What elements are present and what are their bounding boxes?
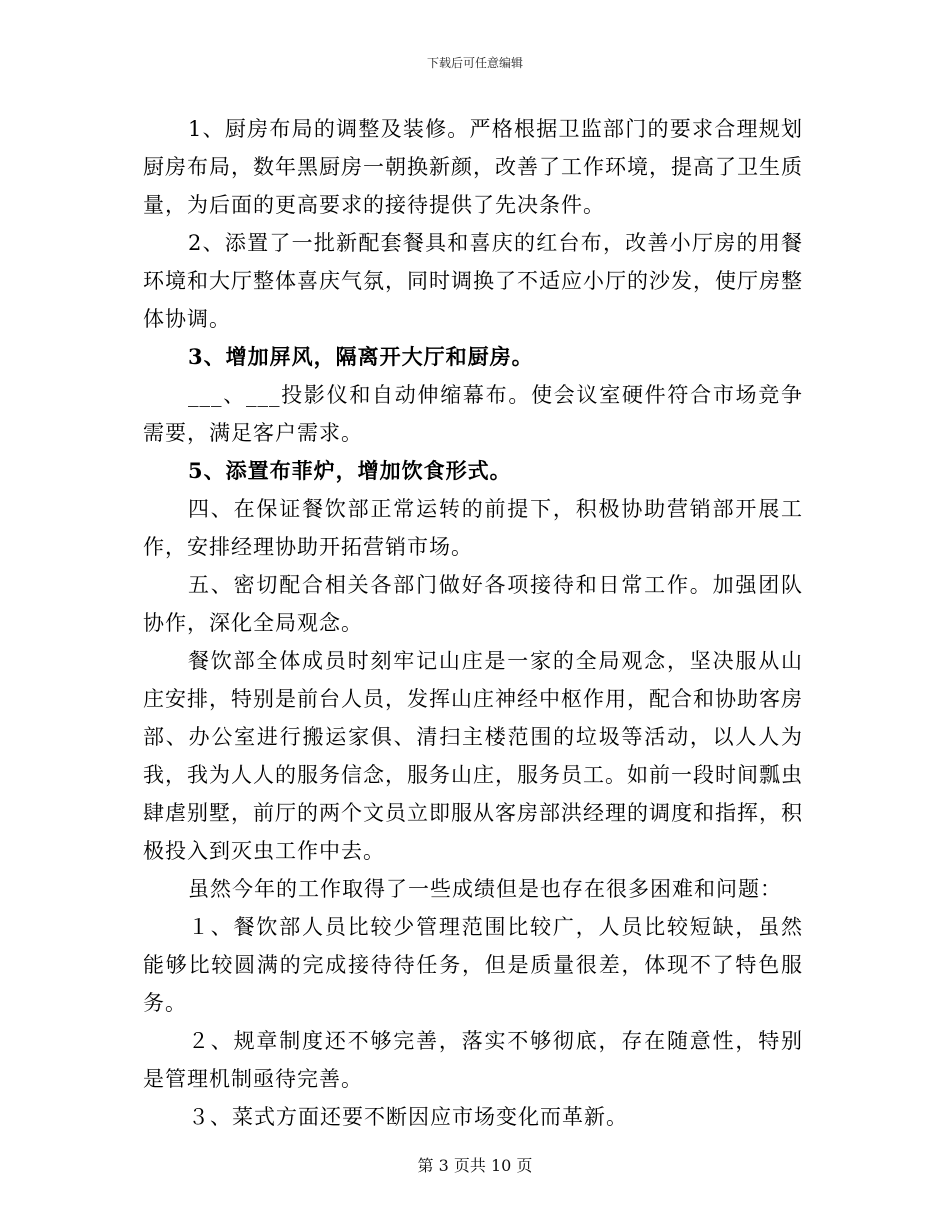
paragraph-team-spirit: 餐饮部全体成员时刻牢记山庄是一家的全局观念，坚决服从山庄安排，特别是前台人员，发挥山庄神经中枢作用，配合和协助客房部、办公室进行搬运家俱、清扫主楼范围的垃圾等活动，以人人为我，我为人人的服务信念，服务山庄，服务员工。如前一段时间瓢虫肆虐别墅，前厅的两个文员立即服从客房部洪经理的调度和指挥，积极投入到灭虫工作中去。	[143, 649, 803, 863]
paragraph-cooperation: 五、密切配合相关各部门做好各项接待和日常工作。加强团队协作，深化全局观念。	[143, 573, 803, 635]
paragraph-projector: ___、___投影仪和自动伸缩幕布。使会议室硬件符合市场竞争需要，满足客户需求。	[143, 383, 803, 445]
page-header: 下载后可任意编辑	[426, 56, 523, 70]
paragraph-buffet-stove: 5、添置布菲炉，增加饮食形式。	[188, 458, 512, 483]
paragraph-problem-menu: ３、菜式方面还要不断因应市场变化而革新。	[188, 1105, 628, 1129]
document-body	[143, 110, 803, 1136]
paragraph-problem-staffing: １、餐饮部人员比较少管理范围比较广，人员比较短缺，虽然能够比较圆满的完成接待待任务，但是质量很差，体现不了特色服务。	[143, 915, 803, 1015]
paragraph-marketing-support: 四、在保证餐饮部正常运转的前提下，积极协助营销部开展工作，安排经理协助开拓营销市场。	[143, 497, 803, 559]
paragraph-problem-rules: ２、规章制度还不够完善，落实不够彻底，存在随意性，特别是管理机制亟待完善。	[143, 1029, 803, 1091]
page-footer: 第 3 页共 10 页	[417, 1156, 533, 1175]
paragraph-problems-intro: 虽然今年的工作取得了一些成绩但是也存在很多困难和问题：	[188, 877, 782, 901]
paragraph-tableware: 2、添置了一批新配套餐具和喜庆的红台布，改善小厅房的用餐环境和大厅整体喜庆气氛，同时调换了不适应小厅的沙发，使厅房整体协调。	[143, 231, 803, 331]
paragraph-kitchen-layout: 1、厨房布局的调整及装修。严格根据卫监部门的要求合理规划厨房布局，数年黑厨房一朝换新颜，改善了工作环境，提高了卫生质量，为后面的更高要求的接待提供了先决条件。	[143, 117, 803, 217]
paragraph-screen: 3、增加屏风，隔离开大厅和厨房。	[188, 344, 534, 369]
